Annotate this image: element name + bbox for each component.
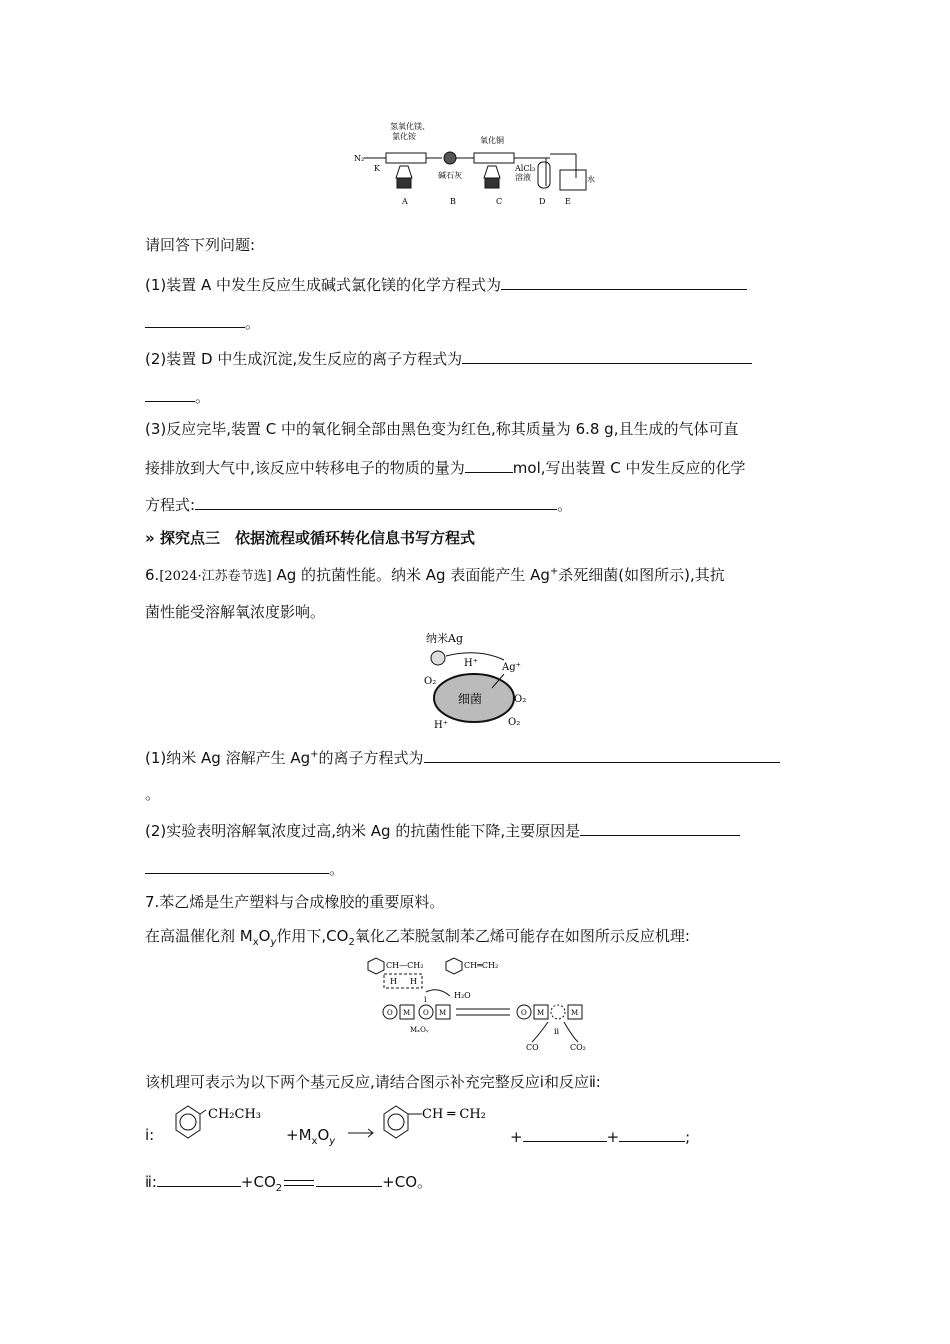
mech-m: M	[537, 1009, 545, 1017]
question-6-line2: 菌性能受溶解氧浓度影响。	[145, 603, 326, 621]
apparatus-diagram	[350, 118, 610, 210]
intro-text: 请回答下列问题:	[145, 236, 256, 254]
label-nh4cl: 氯化铵	[392, 132, 416, 141]
q6-text-a: Ag 的抗菌性能。纳米 Ag 表面能产生 Ag	[271, 566, 550, 584]
equals-sign	[284, 1180, 314, 1186]
vinyl-group: CH ═ CH₂	[422, 1107, 486, 1122]
o2-right-label: O₂	[514, 694, 527, 705]
period: 。	[557, 496, 573, 514]
q7-text-a: 在高温催化剂 M	[145, 927, 253, 945]
mech-o: O	[387, 1009, 393, 1017]
reaction-i-products	[510, 1125, 690, 1147]
question-3-text-c: 方程式:	[145, 496, 196, 514]
reaction-i-label: ⅰ:	[145, 1126, 155, 1144]
answer-blank[interactable]	[157, 1170, 241, 1187]
q6-number: 6.	[145, 566, 160, 584]
section-arrow-icon: »	[145, 529, 155, 547]
answer-blank[interactable]	[580, 819, 740, 836]
q7-text-b: 作用下,CO	[276, 927, 349, 945]
question-3-line2	[145, 456, 746, 478]
label-k: K	[374, 164, 380, 173]
letter-a: A	[402, 197, 408, 206]
question-1-cont	[145, 311, 260, 333]
reaction-i-catalyst: $+M_xO_y$	[286, 1126, 336, 1147]
reaction-ii-label: ⅱ:	[145, 1173, 157, 1191]
mech-m: M	[439, 1009, 447, 1017]
label-mg: 氢氧化镁、	[390, 122, 430, 131]
mech-m: M	[403, 1009, 411, 1017]
agplus-label: Ag⁺	[502, 662, 521, 673]
answer-blank[interactable]	[195, 493, 557, 510]
label-soda: 碱石灰	[438, 171, 462, 180]
mech-h: H	[390, 977, 397, 986]
nano-ag-particle	[431, 651, 445, 665]
section-title: 探究点三 依据流程或循环转化信息书写方程式	[159, 529, 475, 547]
q6-2-text: (2)实验表明溶解氧浓度过高,纳米 Ag 的抗菌性能下降,主要原因是	[145, 822, 581, 840]
question-2-text: (2)装置 D 中生成沉淀,发生反应的离子方程式为	[145, 350, 463, 368]
letter-d: D	[539, 197, 546, 206]
plus-co: +CO。	[382, 1173, 433, 1191]
question-6-2	[145, 819, 740, 841]
q6-1-text-a: (1)纳米 Ag 溶解产生 Ag	[145, 749, 311, 767]
answer-blank[interactable]	[316, 1170, 382, 1187]
reaction-ii: ⅱ: $+CO_2 +CO$。	[145, 1170, 432, 1192]
hplus-top-label: H⁺	[464, 658, 478, 669]
answer-blank[interactable]	[501, 273, 747, 290]
answer-blank[interactable]	[145, 311, 245, 328]
question-3-line3	[145, 493, 572, 515]
mech-m: M	[571, 1009, 579, 1017]
benzene-ring	[446, 958, 462, 974]
period: 。	[329, 860, 345, 878]
bacterium-label: 细菌	[458, 692, 483, 706]
question-1	[145, 273, 747, 295]
question-3-line1: (3)反应完毕,装置 C 中的氧化铜全部由黑色变为红色,称其质量为 6.8 g,且生成的气体可直	[145, 420, 739, 438]
bacteria-diagram	[418, 628, 558, 736]
answer-blank[interactable]	[145, 857, 329, 874]
question-7-line1: 7.苯乙烯是生产塑料与合成橡胶的重要原料。	[145, 893, 445, 911]
answer-blank[interactable]	[523, 1125, 607, 1142]
letter-b: B	[450, 197, 456, 206]
answer-blank[interactable]	[424, 746, 780, 763]
nano-ag-label: 纳米Ag	[426, 632, 463, 645]
mech-o: O	[521, 1009, 527, 1017]
question-2-cont	[145, 385, 210, 407]
question-2	[145, 347, 752, 369]
plus-sign: +	[606, 1128, 620, 1146]
q6-text-b: 杀死细菌(如图所示),其抗	[558, 566, 725, 584]
letter-e: E	[565, 197, 571, 206]
letter-c: C	[496, 197, 503, 206]
mech-i: i	[424, 995, 427, 1004]
question-6-2-cont	[145, 857, 344, 879]
plus-sign: +	[510, 1128, 523, 1146]
period: 。	[245, 314, 261, 332]
answer-blank[interactable]	[465, 456, 513, 473]
period: 。	[195, 388, 211, 406]
ethylbenzene-structure	[168, 1102, 278, 1142]
label-water: 水	[587, 175, 595, 184]
mech-mxoy: MₓOᵧ	[410, 1026, 429, 1034]
mechanism-diagram	[358, 956, 588, 1056]
answer-blank[interactable]	[619, 1125, 685, 1142]
question-6-1: (1)纳米 Ag 溶解产生 Ag+的离子方程式为	[145, 746, 780, 768]
question-3-text-b: mol,写出装置 C 中发生反应的化学	[512, 459, 746, 477]
o2-bottom-label: O₂	[508, 717, 521, 728]
mech-ch-ch2: CH—CH₂	[386, 961, 424, 970]
answer-blank[interactable]	[145, 385, 195, 402]
mech-o: O	[423, 1009, 429, 1017]
label-cuo: 氧化铜	[480, 136, 504, 145]
hplus-bottom-label: H⁺	[434, 720, 448, 731]
label-alcl3: AlCl₃	[515, 164, 536, 173]
o2-left-label: O₂	[424, 676, 437, 687]
mech-co: CO	[526, 1043, 539, 1052]
question-3-text-a: 接排放到大气中,该反应中转移电子的物质的量为	[145, 459, 465, 477]
label-soln: 溶液	[515, 173, 531, 182]
section-heading	[145, 528, 475, 548]
plus-co2: +CO	[240, 1173, 276, 1191]
answer-blank[interactable]	[462, 347, 752, 364]
mech-h: H	[410, 977, 417, 986]
mech-co2: CO₂	[570, 1043, 586, 1052]
label-n2: N₂	[354, 154, 365, 163]
reaction-arrow	[346, 1126, 376, 1140]
mech-ch-eq-ch2: CH═CH₂	[464, 961, 499, 970]
question-6-line1: 6.[2024·江苏卷节选] Ag 的抗菌性能。纳米 Ag 表面能产生 Ag+杀死细菌(如图所示),其抗	[145, 566, 725, 584]
q6-1-text-b: 的离子方程式为	[318, 749, 424, 767]
q6-source: [2024·江苏卷节选]	[159, 569, 272, 584]
question-1-text: (1)装置 A 中发生反应生成碱式氯化镁的化学方程式为	[145, 276, 502, 294]
period: 。	[145, 785, 161, 803]
semicolon: ;	[685, 1128, 691, 1146]
question-7-line3: 该机理可表示为以下两个基元反应,请结合图示补充完整反应ⅰ和反应ⅱ:	[145, 1073, 601, 1091]
mech-ii: ii	[554, 1027, 560, 1036]
ethyl-group: CH₂CH₃	[208, 1107, 261, 1122]
question-7-line2: 在高温催化剂 $M_xO_y$作用下$,CO_2$氧化乙苯脱氢制苯乙烯可能存在如图所示反应机理:	[145, 927, 690, 948]
q7-text-c: 氧化乙苯脱氢制苯乙烯可能存在如图所示反应机理:	[354, 927, 690, 945]
mech-h2o: H₂O	[454, 991, 471, 1000]
benzene-ring	[368, 958, 384, 974]
plus-catalyst: +M	[286, 1126, 312, 1144]
styrene-structure	[376, 1102, 506, 1142]
